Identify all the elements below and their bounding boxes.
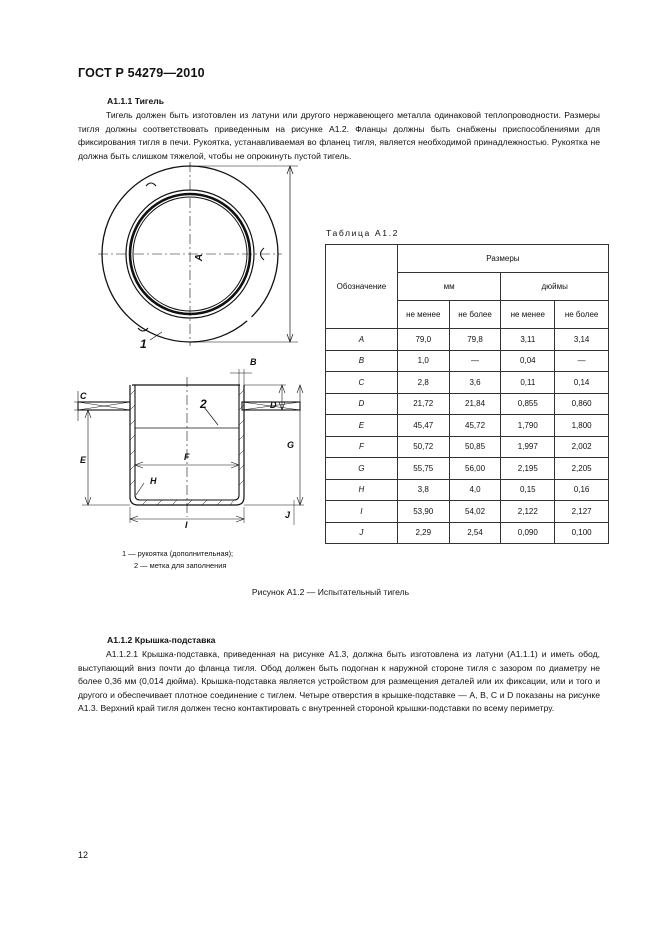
cell-in-min: 3,11 xyxy=(501,329,555,351)
cell-in-min: 2,122 xyxy=(501,501,555,523)
cell-mm-max: 2,54 xyxy=(449,522,501,544)
crucible-side-section xyxy=(72,355,312,535)
cell-in-min: 0,855 xyxy=(501,393,555,415)
row-designation: G xyxy=(326,458,398,480)
dim-label-g: G xyxy=(287,440,295,450)
label-handle-1: 1 xyxy=(140,337,147,351)
cell-mm-max: 56,00 xyxy=(449,458,501,480)
cell-mm-min: 21,72 xyxy=(397,393,449,415)
table-caption: Таблица А1.2 xyxy=(326,228,399,238)
cell-in-max: 2,205 xyxy=(555,458,609,480)
cell-in-min: 0,04 xyxy=(501,350,555,372)
cell-mm-min: 50,72 xyxy=(397,436,449,458)
cell-mm-max: 3,6 xyxy=(449,372,501,394)
dim-label-f: F xyxy=(184,452,190,462)
header-mm-max: не более xyxy=(449,301,501,329)
dim-label-b: B xyxy=(250,357,257,367)
header-mm-min: не менее xyxy=(397,301,449,329)
label-mark-2: 2 xyxy=(200,397,207,411)
table-row xyxy=(326,479,609,501)
row-designation: A xyxy=(326,329,398,351)
section-title-crucible: А1.1.1 Тигель xyxy=(107,96,165,106)
cell-in-min: 0,15 xyxy=(501,479,555,501)
cell-mm-min: 2,8 xyxy=(397,372,449,394)
cell-in-max: 2,127 xyxy=(555,501,609,523)
table-row xyxy=(326,329,609,351)
row-designation: B xyxy=(326,350,398,372)
table-row xyxy=(326,350,609,372)
header-designation: Обозначение xyxy=(326,245,398,329)
row-designation: E xyxy=(326,415,398,437)
cell-in-max: 0,860 xyxy=(555,393,609,415)
page-number: 12 xyxy=(78,850,89,860)
cell-in-min: 2,195 xyxy=(501,458,555,480)
crucible-paragraph: Тигель должен быть изготовлен из латуни или другого нержавеющего металла одинаковой теплопроводности. Размеры тигля должны соответствовать приведенным на рисунке А1.2. Фланцы должны быть снабжены приспособлениями для фиксирования тигля в печи. Рукоятка, устанавливаемая во фланец тигля, является необходимой принадлежностью. Рукоятка не должна быть слишком тяжелой, чтобы не опрокинуть пустой тигель. xyxy=(78,110,600,161)
cell-in-max: 1,800 xyxy=(555,415,609,437)
cell-mm-min: 53,90 xyxy=(397,501,449,523)
table-row xyxy=(326,415,609,437)
header-in-min: не менее xyxy=(501,301,555,329)
row-designation: J xyxy=(326,522,398,544)
cell-mm-max: 79,8 xyxy=(449,329,501,351)
dim-label-e: E xyxy=(80,455,87,465)
cell-mm-max: 4,0 xyxy=(449,479,501,501)
cell-mm-max: 54,02 xyxy=(449,501,501,523)
table-row xyxy=(326,522,609,544)
cell-in-max: 0,100 xyxy=(555,522,609,544)
cell-in-max: 0,16 xyxy=(555,479,609,501)
cell-mm-min: 3,8 xyxy=(397,479,449,501)
dimensions-table xyxy=(325,244,609,544)
row-designation: C xyxy=(326,372,398,394)
table-row xyxy=(326,372,609,394)
dim-label-h: H xyxy=(150,476,157,486)
table-row xyxy=(326,393,609,415)
cell-in-max: 0,14 xyxy=(555,372,609,394)
cell-in-min: 0,11 xyxy=(501,372,555,394)
cell-mm-max: 50,85 xyxy=(449,436,501,458)
lid-paragraph: А1.1.2.1 Крышка-подставка, приведенная на рисунке А1.3, должна быть изготовлена из латуни (А1.1.1) и иметь обод, выступающий вниз почти до фланца тигля. Обод должен быть подогнан к наружной стороне тигля с зазором по диаметру не более 0,36 мм (0,014 дюйма). Крышка-подставка является устройством для размещения деталей или их фиксации, или и того и другого и обеспечивает плотное соединение с тиглем. Четыре отверстия в крышке-подставке — A, B, C и D показаны на рисунке А1.3. Верхний край тигля должен тесно контактировать с внутренней стороной крышки-подставки по всему периметру. xyxy=(78,649,600,714)
cell-mm-min: 79,0 xyxy=(397,329,449,351)
header-inches: дюймы xyxy=(501,273,609,301)
standard-id: ГОСТ Р 54279—2010 xyxy=(78,66,205,80)
table-row xyxy=(326,501,609,523)
cell-in-max: — xyxy=(555,350,609,372)
figure-caption: Рисунок А1.2 — Испытательный тигель xyxy=(251,587,410,597)
cell-in-min: 1,790 xyxy=(501,415,555,437)
section-title-lid: А1.1.2 Крышка-подставка xyxy=(107,635,216,645)
row-designation: H xyxy=(326,479,398,501)
cell-in-min: 0,090 xyxy=(501,522,555,544)
dim-label-a: A xyxy=(194,253,206,262)
cell-mm-min: 45,47 xyxy=(397,415,449,437)
table-row xyxy=(326,458,609,480)
dim-label-j: J xyxy=(285,510,291,520)
header-in-max: не более xyxy=(555,301,609,329)
cell-mm-min: 1,0 xyxy=(397,350,449,372)
cell-mm-max: — xyxy=(449,350,501,372)
row-designation: I xyxy=(326,501,398,523)
row-designation: F xyxy=(326,436,398,458)
header-mm: мм xyxy=(397,273,501,301)
cell-in-min: 1,997 xyxy=(501,436,555,458)
dim-label-i: I xyxy=(185,520,188,530)
cell-in-max: 2,002 xyxy=(555,436,609,458)
cell-mm-max: 45,72 xyxy=(449,415,501,437)
header-sizes: Размеры xyxy=(397,245,608,273)
cell-mm-max: 21,84 xyxy=(449,393,501,415)
dim-label-c: C xyxy=(80,391,87,401)
dim-label-d: D xyxy=(270,400,277,410)
legend-item-1: 1 — рукоятка (дополнительная); xyxy=(122,549,234,558)
cell-mm-min: 55,75 xyxy=(397,458,449,480)
cell-mm-min: 2,29 xyxy=(397,522,449,544)
table-row xyxy=(326,436,609,458)
row-designation: D xyxy=(326,393,398,415)
legend-item-2: 2 — метка для заполнения xyxy=(134,561,227,570)
cell-in-max: 3,14 xyxy=(555,329,609,351)
